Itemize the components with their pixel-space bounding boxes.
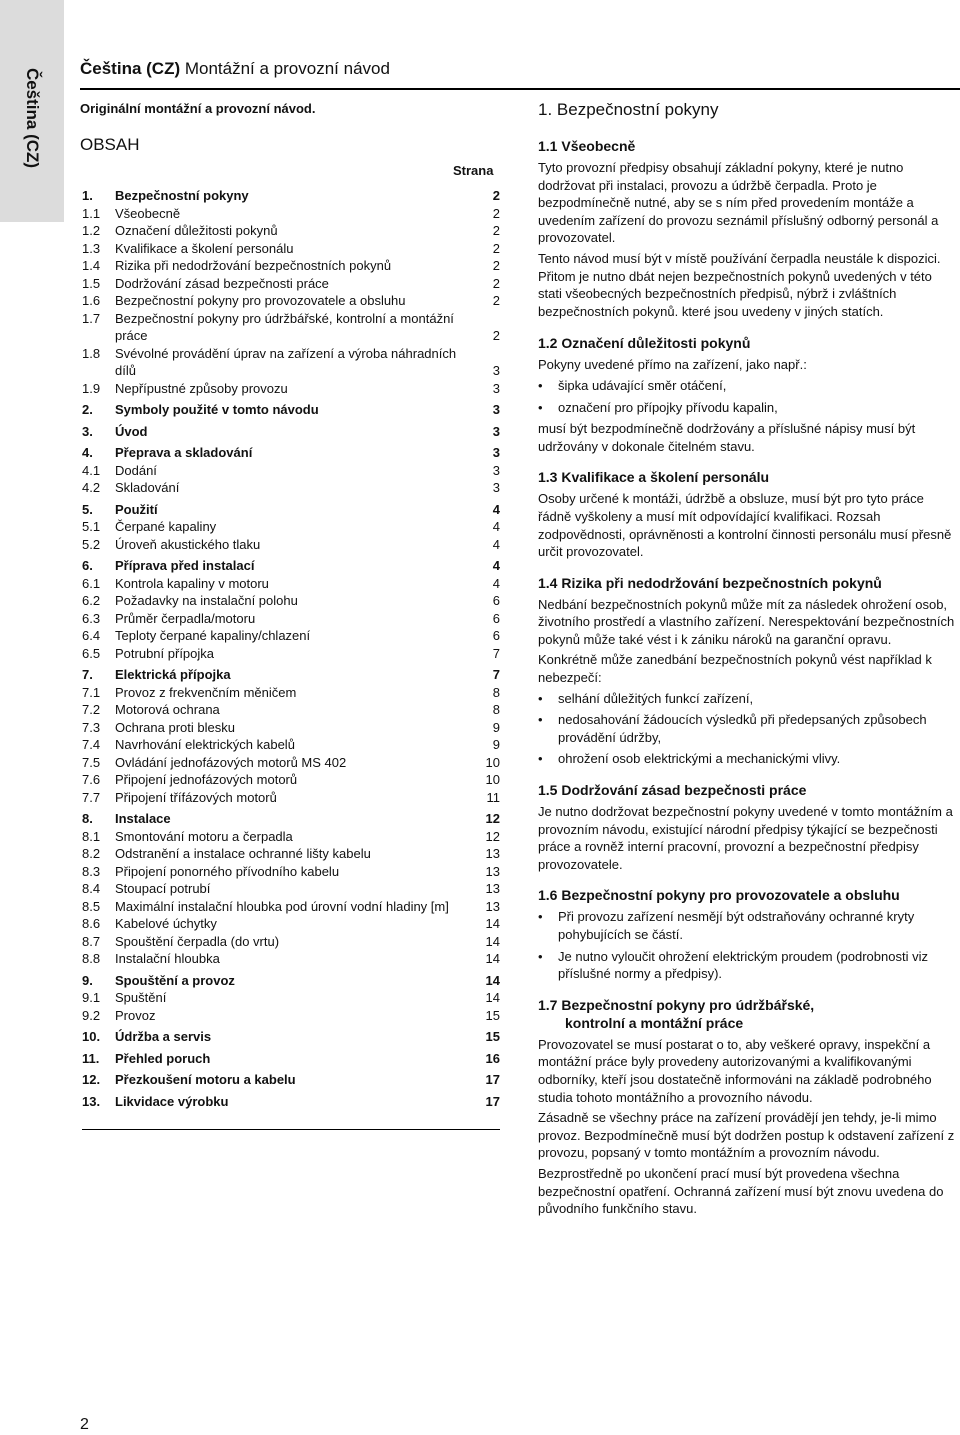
toc-entry-number: 8.7: [82, 933, 101, 949]
toc-entry-number: 13.: [82, 1093, 101, 1109]
toc-entry: [82, 444, 500, 462]
toc-entry-page: 2: [492, 258, 500, 273]
heading-1-4: 1.4 Rizika při nedodržování bezpečnostních pokynů: [538, 574, 882, 591]
toc-entry-title: Navrhování elektrických kabelů: [115, 737, 295, 752]
toc-entry-title: Dodání: [115, 462, 157, 478]
toc-entry: [82, 222, 500, 240]
toc-entry-page: 2: [492, 205, 500, 221]
toc-entry-page: 3: [492, 402, 500, 417]
toc-entry-page: 4: [492, 519, 500, 534]
toc-entry: [82, 401, 500, 419]
toc-entry-title: Úroveň akustického tlaku: [115, 536, 261, 552]
toc-entry-page: 3: [492, 363, 500, 378]
toc-entry-page: 15: [485, 1007, 500, 1023]
toc-entry: [82, 915, 500, 933]
heading-1-7: [538, 996, 958, 1032]
heading-1-2: 1.2 Označení důležitosti pokynů: [538, 335, 751, 352]
toc-entry-number: 9.1: [82, 990, 101, 1005]
toc-entry-title: Bezpečnostní pokyny pro údržbářské, kontrolní a montážní práce: [115, 310, 454, 343]
toc-entry: [82, 863, 500, 881]
toc-entry: [82, 736, 500, 754]
toc-entry-number: 12.: [82, 1072, 101, 1087]
toc-entry-title: Provoz: [115, 1007, 156, 1023]
toc-entry: [82, 257, 500, 275]
toc-entry-title: Ovládání jednofázových motorů MS 402: [115, 754, 347, 770]
toc-entry-title: Spuštění: [115, 990, 167, 1005]
toc-entry-page: 13: [485, 898, 500, 914]
toc-entry-page: 15: [485, 1029, 500, 1044]
toc-entry-title: Označení důležitosti pokynů: [115, 223, 278, 238]
toc-entry-page: 17: [485, 1072, 500, 1087]
toc-entry-page: 2: [492, 240, 500, 256]
toc-entry-page: 3: [492, 480, 500, 495]
bullet-list: [538, 908, 958, 982]
toc-entry: [82, 310, 500, 345]
toc-entry-title: Nepřípustné způsoby provozu: [115, 380, 288, 396]
toc-entry-page: 14: [485, 933, 500, 949]
toc-entry-page: 14: [485, 990, 500, 1005]
toc-entry-page: 13: [485, 881, 500, 896]
list-item: • označení pro přípojky přívodu kapalin,: [538, 399, 958, 417]
toc-entry-page: 8: [492, 684, 500, 700]
toc-entry-title: Připojení jednofázových motorů: [115, 772, 298, 787]
toc-entry-title: Likvidace výrobku: [115, 1093, 229, 1109]
toc-entry-page: 13: [485, 846, 500, 861]
toc-entry: [82, 479, 500, 497]
toc-entry-number: 9.2: [82, 1007, 101, 1023]
toc-page-column-label: Strana: [453, 163, 494, 178]
document-title-language: Čeština (CZ): [80, 59, 181, 78]
toc-entry: [82, 950, 500, 968]
list-item: • Je nutno vyloučit ohrožení elektrickým proudem (podrobnosti viz příslušné normy a předpisy).: [538, 948, 958, 983]
toc-entry-number: 7.: [82, 667, 93, 682]
toc-entry-number: 1.1: [82, 205, 101, 221]
toc-entry-title: Elektrická přípojka: [115, 667, 231, 682]
toc-entry-number: 8.6: [82, 916, 101, 931]
paragraph: Je nutno dodržovat bezpečnostní pokyny uvedené v tomto montážním a provozním návodu, existující národní předpisy týkající se bezpečnosti práce a rovněž interní pracovní, provozní a bezpečnostní předpisy provozovatele.: [538, 804, 953, 872]
toc-entry-title: Rizika při nedodržování bezpečnostních pokynů: [115, 258, 392, 273]
toc-entry-page: 3: [492, 462, 500, 478]
toc-entry-number: 7.6: [82, 772, 101, 787]
toc-entry-number: 6.1: [82, 575, 101, 591]
toc-entry-number: 1.7: [82, 310, 101, 326]
toc-entry-page: 12: [485, 828, 500, 844]
list-item: • ohrožení osob elektrickými a mechanickými vlivy.: [538, 750, 958, 768]
heading-1-1: 1.1 Všeobecně: [538, 138, 636, 154]
toc-entry-page: 8: [492, 702, 500, 717]
toc-entry-page: 12: [485, 811, 500, 826]
toc-entry-number: 4.: [82, 445, 93, 460]
toc-entry-page: 16: [485, 1050, 500, 1066]
toc-entry: [82, 701, 500, 719]
toc-entry: [82, 989, 500, 1007]
toc-entry-page: 17: [485, 1093, 500, 1109]
paragraph: Nedbání bezpečnostních pokynů může mít za následek ohrožení osob, životního prostředí a vlastního zařízení. Nerespektování bezpečnostních pokynů může také vést i k zániku nároků na garanční opravu.: [538, 596, 955, 647]
toc-entry-number: 8.2: [82, 846, 101, 861]
toc-entry-title: Bezpečnostní pokyny pro provozovatele a obsluhu: [115, 293, 406, 308]
toc-entry: [82, 845, 500, 863]
paragraph: Provozovatel se musí postarat o to, aby veškeré opravy, inspekční a montážní práce byly provedeny autorizovanými a kvalifikovanými odborníky, kteří jsou dostatečně informováni na základě podrobného studia tohoto montážního a provozního návodu.: [538, 1036, 932, 1105]
heading-1-5: 1.5 Dodržování zásad bezpečnosti práce: [538, 782, 807, 799]
toc-entry-title: Kvalifikace a školení personálu: [115, 240, 294, 256]
toc-entry: [82, 275, 500, 293]
toc-entry-title: Kabelové úchytky: [115, 916, 217, 931]
toc-entry: [82, 627, 500, 645]
toc-entry-title: Připojení ponorného přívodního kabelu: [115, 863, 340, 879]
toc-entry: [82, 645, 500, 663]
toc-entry-title: Instalační hloubka: [115, 951, 220, 966]
paragraph: Tento návod musí být v místě používání čerpadla neustále k dispozici. Přitom je nutno dbát nejen bezpečnostních pokynů uvedených v této stati všeobecných bezpečnostních předpisů, nýbrž i zvláštních bezpečnostních pokynů. které jsou uvedeny v jiných statích.: [538, 250, 941, 319]
toc-entry-title: Maximální instalační hloubka pod úrovní vodní hladiny [m]: [115, 898, 449, 914]
toc-entry-number: 8.3: [82, 863, 101, 879]
toc-entry: [82, 771, 500, 789]
toc-entry: [82, 1071, 500, 1089]
toc-entry-page: 2: [492, 188, 500, 203]
toc-entry: [82, 557, 500, 575]
toc-entry-number: 1.3: [82, 240, 101, 256]
toc-entry: [82, 684, 500, 702]
toc-entry-page: 10: [485, 772, 500, 787]
toc-entry: [82, 536, 500, 554]
paragraph: Bezprostředně po ukončení prací musí být provedena všechna bezpečnostní opatření. Ochranná zařízení musí být znovu uvedena do původního funkčního stavu.: [538, 1165, 944, 1217]
paragraph: musí být bezpodmínečně dodržovány a příslušné nápisy musí být udržovány v dokonale čitelném stavu.: [538, 421, 916, 454]
heading-1-7-line-1: 1.7 Bezpečnostní pokyny pro údržbářské,: [538, 996, 815, 1013]
toc-entry-page: 3: [492, 445, 500, 460]
toc-entry-page: 4: [492, 558, 500, 573]
toc-entry-page: 6: [492, 610, 500, 626]
toc-entry-number: 6.: [82, 558, 93, 573]
toc-entry-title: Přezkoušení motoru a kabelu: [115, 1072, 296, 1087]
toc-entry-number: 7.3: [82, 719, 101, 735]
toc-entry: [82, 240, 500, 258]
toc-heading: OBSAH: [80, 135, 140, 154]
toc-entry-number: 1.5: [82, 275, 101, 291]
toc-entry-page: 14: [485, 916, 500, 931]
toc-entry-number: 8.8: [82, 951, 101, 966]
toc-entry-page: 6: [492, 593, 500, 608]
toc-entry-title: Kontrola kapaliny v motoru: [115, 575, 269, 591]
toc-entry-page: 13: [485, 863, 500, 879]
toc-entry-page: 14: [485, 972, 500, 988]
toc-entry-title: Údržba a servis: [115, 1029, 212, 1044]
paragraph: Osoby určené k montáži, údržbě a obsluze, musí být pro tyto práce řádně vyškoleny a musí mít odpovídající kvalifikaci. Rozsah zodpovědnosti, oprávněnosti a kontrolní činnosti personálu musí přesně určit provozovatel.: [538, 491, 952, 560]
toc-entry-title: Provoz z frekvenčním měničem: [115, 684, 297, 700]
toc-entry-number: 7.4: [82, 737, 101, 752]
toc-entry-page: 9: [492, 737, 500, 752]
safety-instructions-column: [538, 100, 958, 1221]
toc-entry-number: 1.4: [82, 258, 101, 273]
paragraph: Tyto provozní předpisy obsahují základní pokyny, které je nutno dodržovat při instalaci, provozu a údržbě čerpadla. Proto je bezpodmínečně nutné, aby se s ním před provedením montáže a uvedením zařízení do provozu seznámil příslušný odborný personál a provozovatel.: [538, 160, 939, 246]
toc-entry-title: Teploty čerpané kapaliny/chlazení: [115, 628, 311, 643]
list-item: • nedosahování žádoucích výsledků při předepsaných způsobech provádění údržby,: [538, 711, 958, 746]
toc-entry: [82, 501, 500, 519]
toc-entry-number: 9.: [82, 972, 93, 988]
toc-entry-page: 14: [485, 951, 500, 966]
heading-1-3: 1.3 Kvalifikace a školení personálu: [538, 469, 770, 486]
document-title-text: Montážní a provozní návod: [184, 59, 390, 78]
toc-entry-number: 8.1: [82, 828, 101, 844]
toc-entry: [82, 345, 500, 380]
toc-entry-number: 1.6: [82, 293, 101, 308]
toc-entry: [82, 518, 500, 536]
toc-entry: [82, 187, 500, 205]
toc-entry: [82, 610, 500, 628]
toc-entry-title: Použití: [115, 501, 158, 517]
toc-bottom-divider: [82, 1129, 500, 1130]
toc-entry-page: 4: [492, 501, 500, 517]
paragraph: Pokyny uvedené přímo na zařízení, jako např.:: [538, 357, 807, 373]
toc-entry-number: 11.: [82, 1050, 100, 1066]
toc-entry-number: 6.3: [82, 610, 101, 626]
toc-entry: [82, 972, 500, 990]
toc-entry-page: 6: [492, 628, 500, 643]
toc-entry-number: 7.2: [82, 702, 101, 717]
toc-entry: [82, 592, 500, 610]
toc-entry-page: 3: [492, 423, 500, 439]
subtitle: Originální montážní a provozní návod.: [80, 101, 316, 116]
toc-entry: [82, 423, 500, 441]
toc-entry-page: 2: [492, 293, 500, 308]
page-number: 2: [80, 1416, 89, 1433]
toc-entry: [82, 754, 500, 772]
toc-entry-number: 6.4: [82, 628, 101, 643]
toc-entry: [82, 575, 500, 593]
toc-entry-title: Ochrana proti blesku: [115, 719, 235, 735]
toc-entry-title: Symboly použité v tomto návodu: [115, 402, 319, 417]
toc-entry-title: Dodržování zásad bezpečnosti práce: [115, 275, 329, 291]
toc-entry-title: Potrubní přípojka: [115, 645, 215, 661]
toc-entry-number: 3.: [82, 423, 93, 439]
document-title: [80, 59, 390, 79]
paragraph: Zásadně se všechny práce na zařízení provádějí jen tehdy, je-li mimo provoz. Bezpodmínečně musí být dodržen postup k odstavení zařízení z provozu, popsaný v tomto montážním a provozním návodu.: [538, 1110, 955, 1161]
toc-entry-title: Všeobecně: [115, 205, 181, 221]
toc-entry-title: Průměr čerpadla/motoru: [115, 610, 256, 626]
toc-entry: [82, 898, 500, 916]
toc-entry-page: 10: [485, 754, 500, 770]
toc-entry: [82, 1007, 500, 1025]
toc-entry: [82, 933, 500, 951]
toc-entry-title: Motorová ochrana: [115, 702, 220, 717]
toc-entry: [82, 1093, 500, 1111]
list-item: • selhání důležitých funkcí zařízení,: [538, 690, 958, 708]
toc-entry-page: 11: [486, 789, 500, 805]
toc-entry-page: 4: [492, 575, 500, 591]
toc-entry-title: Spouštění čerpadla (do vrtu): [115, 933, 280, 949]
toc-entry-number: 2.: [82, 402, 93, 417]
toc-entry: [82, 1050, 500, 1068]
toc-entry-number: 1.2: [82, 223, 101, 238]
toc-entry-title: Spouštění a provoz: [115, 972, 235, 988]
toc-entry-number: 4.1: [82, 462, 101, 478]
toc-entry-number: 8.: [82, 811, 93, 826]
language-side-tab-label: Čeština (CZ): [23, 67, 42, 169]
toc-entry-title: Přeprava a skladování: [115, 445, 253, 460]
toc-entry-number: 8.4: [82, 881, 101, 896]
toc-entry-title: Smontování motoru a čerpadla: [115, 828, 293, 844]
toc-entry-number: 6.5: [82, 645, 101, 661]
toc-entry-page: 7: [492, 645, 500, 661]
header-divider: [80, 88, 960, 90]
toc-entry-title: Požadavky na instalační polohu: [115, 593, 298, 608]
toc-entry-number: 5.1: [82, 519, 101, 534]
toc-entry: [82, 828, 500, 846]
toc-entry: [82, 205, 500, 223]
toc-entry-title: Připojení třífázových motorů: [115, 789, 277, 805]
toc-entry-number: 7.5: [82, 754, 101, 770]
toc-entry-page: 2: [492, 328, 500, 343]
table-of-contents: [82, 183, 500, 1110]
toc-entry-number: 7.1: [82, 684, 101, 700]
toc-entry: [82, 880, 500, 898]
heading-1-6: 1.6 Bezpečnostní pokyny pro provozovatele a obsluhu: [538, 887, 900, 904]
toc-entry-number: 5.: [82, 501, 93, 517]
toc-entry-page: 2: [492, 275, 500, 291]
toc-entry-title: Přehled poruch: [115, 1050, 211, 1066]
toc-entry-title: Skladování: [115, 480, 180, 495]
bullet-list: [538, 690, 958, 768]
toc-entry: [82, 380, 500, 398]
heading-1-7-line-2: kontrolní a montážní práce: [565, 1014, 744, 1031]
toc-entry-page: 3: [492, 380, 500, 396]
toc-entry-title: Čerpané kapaliny: [115, 519, 217, 534]
bullet-list: [538, 377, 958, 416]
toc-entry: [82, 462, 500, 480]
toc-entry: [82, 292, 500, 310]
toc-entry-number: 1.9: [82, 380, 101, 396]
toc-entry-number: 6.2: [82, 593, 101, 608]
toc-entry-number: 10.: [82, 1029, 101, 1044]
toc-entry-title: Instalace: [115, 811, 171, 826]
toc-entry-title: Stoupací potrubí: [115, 881, 211, 896]
toc-entry-title: Svévolné provádění úprav na zařízení a výroba náhradních dílů: [115, 345, 457, 378]
toc-entry-title: Odstranění a instalace ochranné lišty kabelu: [115, 846, 371, 861]
toc-entry-page: 4: [492, 536, 500, 552]
toc-entry-number: 8.5: [82, 898, 101, 914]
section-title: 1. Bezpečnostní pokyny: [538, 100, 719, 119]
toc-entry: [82, 666, 500, 684]
paragraph: Konkrétně může zanedbání bezpečnostních pokynů vést například k nebezpečí:: [538, 652, 932, 686]
toc-entry-title: Bezpečnostní pokyny: [115, 188, 249, 203]
toc-entry: [82, 719, 500, 737]
toc-entry-number: 1.8: [82, 345, 101, 361]
toc-entry-number: 5.2: [82, 536, 101, 552]
toc-entry-number: 4.2: [82, 480, 101, 495]
toc-entry-page: 7: [492, 667, 500, 682]
toc-entry: [82, 810, 500, 828]
toc-entry-number: 7.7: [82, 789, 101, 805]
list-item: • Při provozu zařízení nesmějí být odstraňovány ochranné kryty pohybujících se částí.: [538, 908, 958, 943]
list-item: • šipka udávající směr otáčení,: [538, 377, 958, 395]
toc-entry-title: Úvod: [115, 423, 148, 439]
toc-entry-number: 1.: [82, 188, 93, 203]
toc-entry-page: 2: [492, 223, 500, 238]
toc-entry-page: 9: [492, 719, 500, 735]
toc-entry: [82, 1028, 500, 1046]
toc-entry-title: Příprava před instalací: [115, 558, 255, 573]
toc-entry: [82, 789, 500, 807]
